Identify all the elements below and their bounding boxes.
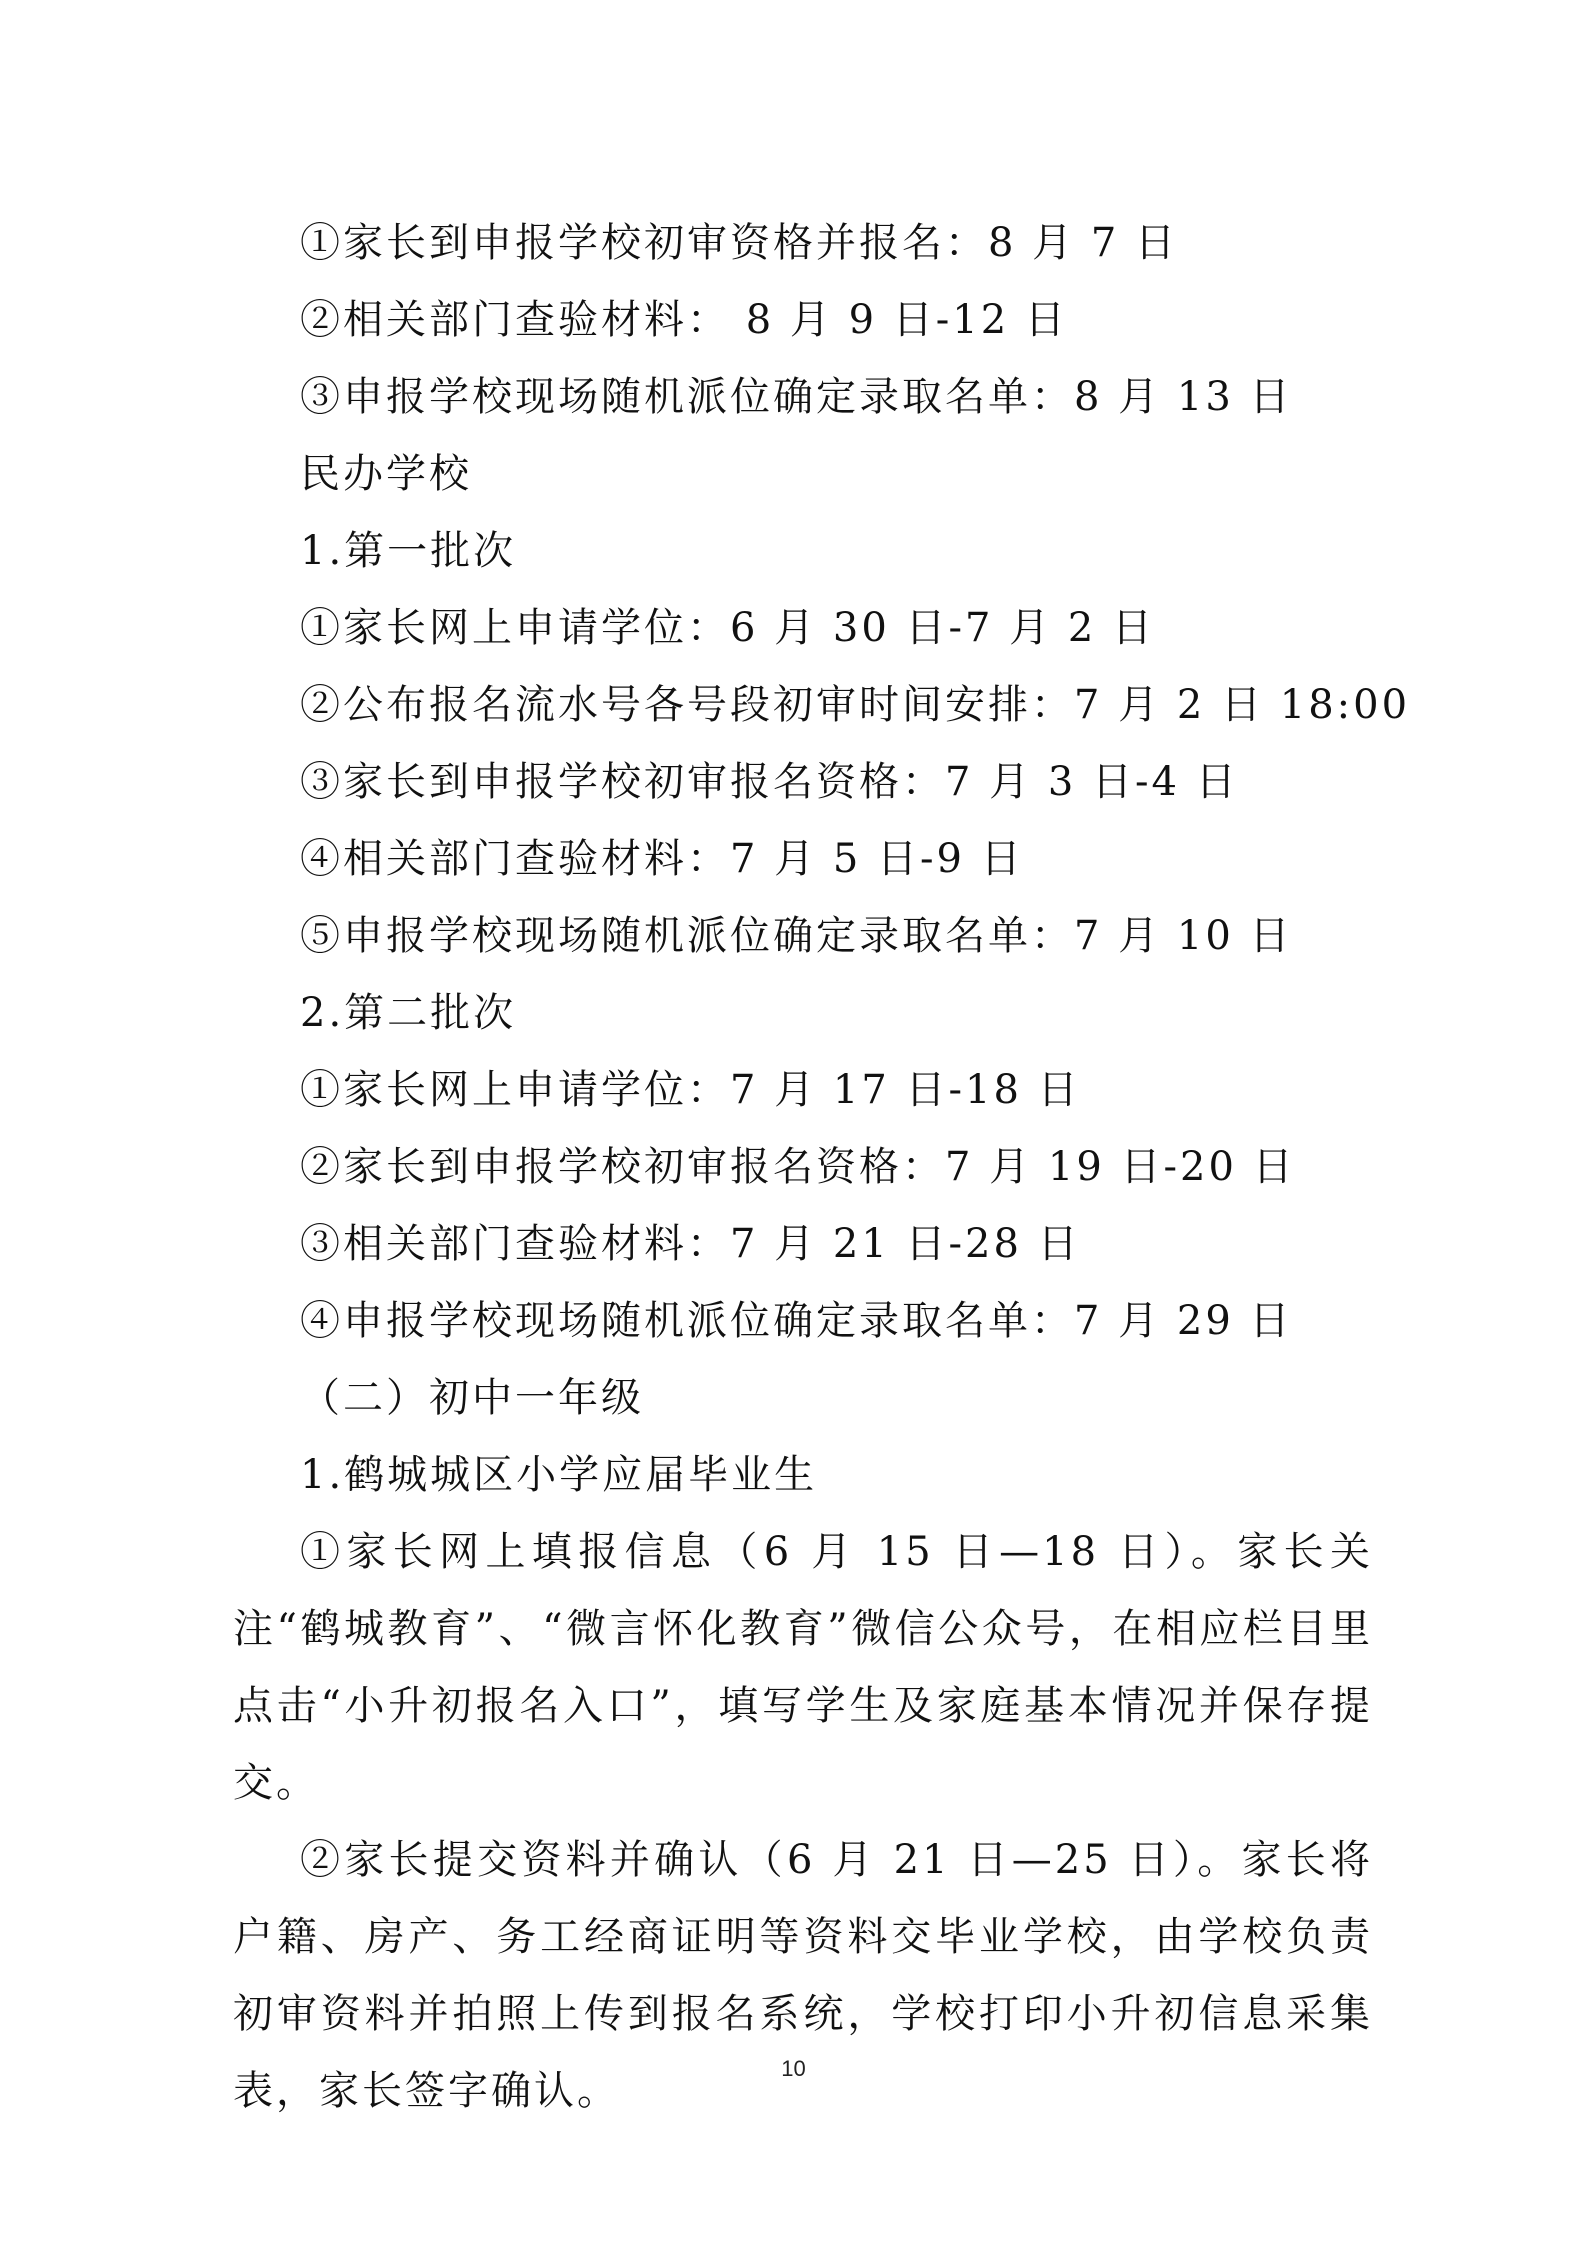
document-body xyxy=(233,205,1411,2130)
section-heading-private-schools: 民办学校 xyxy=(300,451,472,497)
subsection-heading: 1.鹤城城区小学应届毕业生 xyxy=(300,1452,818,1498)
schedule-line: ①家长到申报学校初审资格并报名：8 月 7 日 xyxy=(300,220,1179,266)
schedule-line: ⑤申报学校现场随机派位确定录取名单：7 月 10 日 xyxy=(300,913,1293,959)
schedule-line: ③申报学校现场随机派位确定录取名单：8 月 13 日 xyxy=(300,374,1293,420)
batch-heading-second: 2.第二批次 xyxy=(300,990,517,1036)
schedule-line: ④相关部门查验材料：7 月 5 日-9 日 xyxy=(300,836,1024,882)
schedule-line: ①家长网上申请学位：6 月 30 日-7 月 2 日 xyxy=(300,605,1156,651)
batch-heading-first: 1.第一批次 xyxy=(300,528,517,574)
schedule-line: ②相关部门查验材料： 8 月 9 日-12 日 xyxy=(300,297,1068,343)
section-heading-junior-high: （二）初中一年级 xyxy=(300,1375,644,1421)
body-paragraph: ①家长网上填报信息（6 月 15 日—18 日）。家长关注“鹤城教育”、“微言怀化教育”微信公众号，在相应栏目里点击“小升初报名入口”，填写学生及家庭基本情况并保存提交。 xyxy=(233,1529,1373,1806)
page-number: 10 xyxy=(781,2056,806,2081)
schedule-line: ③相关部门查验材料：7 月 21 日-28 日 xyxy=(300,1221,1081,1267)
schedule-line: ④申报学校现场随机派位确定录取名单：7 月 29 日 xyxy=(300,1298,1293,1344)
schedule-line: ①家长网上申请学位：7 月 17 日-18 日 xyxy=(300,1067,1081,1113)
schedule-line: ②公布报名流水号各号段初审时间安排：7 月 2 日 18:00 xyxy=(300,682,1411,728)
schedule-line: ②家长到申报学校初审报名资格：7 月 19 日-20 日 xyxy=(300,1144,1296,1190)
body-paragraph: ②家长提交资料并确认（6 月 21 日—25 日）。家长将户籍、房产、务工经商证明等资料交毕业学校，由学校负责初审资料并拍照上传到报名系统，学校打印小升初信息采集表，家长签字确认。 xyxy=(233,1837,1373,2114)
schedule-line: ③家长到申报学校初审报名资格：7 月 3 日-4 日 xyxy=(300,759,1239,805)
